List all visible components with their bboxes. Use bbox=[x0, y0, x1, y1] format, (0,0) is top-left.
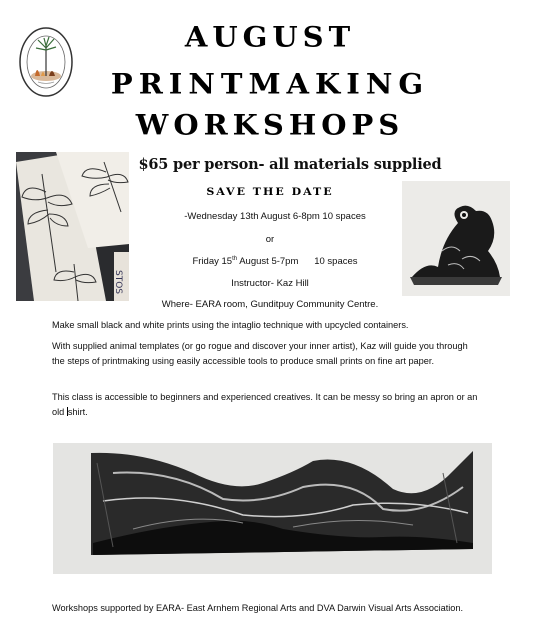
title-line-1: AUGUST bbox=[184, 20, 356, 54]
session-2-rest: August 5-7pm 10 spaces bbox=[237, 256, 358, 268]
footer-sponsors: Workshops supported by EARA- East Arnhem Regional Arts and DVA Darwin Visual Arts Association. bbox=[52, 603, 464, 613]
dragonfly-print-photo bbox=[16, 152, 129, 301]
session-2-date: Friday 15 bbox=[192, 256, 233, 268]
price-line: $65 per person- all materials supplied bbox=[138, 156, 442, 173]
title-line-3: WORKSHOPS bbox=[135, 108, 405, 142]
session-1: -Wednesday 13th August 6-8pm 10 spaces bbox=[184, 211, 366, 222]
location-line: Where- EARA room, Gunditpuy Community Centre. bbox=[161, 299, 379, 310]
frog-print-photo bbox=[402, 181, 510, 296]
accessibility-text-end: shirt. bbox=[67, 407, 88, 417]
session-2-sup: th bbox=[232, 256, 238, 262]
session-2 bbox=[120, 256, 430, 267]
instructor-line: Instructor- Kaz Hill bbox=[231, 278, 309, 289]
landscape-print-photo bbox=[53, 443, 492, 574]
accessibility-text: This class is accessible to beginners and experienced creatives. It can be messy so bring an apron or an old bbox=[52, 392, 478, 417]
session-or: or bbox=[265, 234, 275, 245]
title-line-2: PRINTMAKING bbox=[110, 67, 430, 101]
paragraph-technique: Make small black and white prints using the intaglio technique with upcycled containers. bbox=[52, 320, 409, 330]
svg-text:STOS: STOS bbox=[113, 270, 123, 295]
save-the-date: SAVE THE DATE bbox=[206, 185, 334, 198]
paragraph-guidance: With supplied animal templates (or go rogue and discover your inner artist), Kaz will guide you through the steps of printmaking using easily accessible tools to produce small prints on fine art paper. bbox=[52, 341, 468, 366]
paragraph-accessibility bbox=[52, 390, 480, 420]
